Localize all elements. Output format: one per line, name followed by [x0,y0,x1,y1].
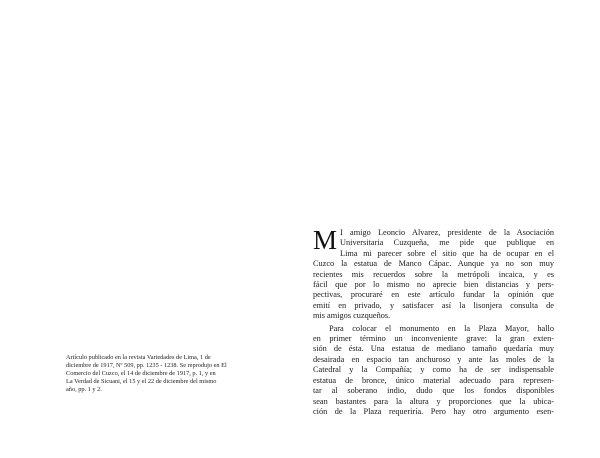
text-line: Para colocar el monumento en la Plaza Mayor, hallo [329,323,554,333]
footnote-line: año, pp. 1 y 2. [66,386,102,394]
text-line: Universitaria Cuzqueña, me pide que publique en [340,238,554,248]
text-line: sión de ésta. Una estatua de mediano tamaño quedaría muy [313,344,554,354]
footnote-line: Comercio del Cuzco, el 14 de diciembre de 1917, p. 1, y en [66,370,216,378]
footnote-line: La Verdad de Sicuani, el 15 y el 22 de diciembre del mismo [66,378,217,386]
text-line: emití en privado, y satisfacer así la lisonjera consulta de [313,300,554,310]
text-line: ción de la Plaza requeriría. Pero hay otro argumento esen- [313,406,554,416]
text-line: mis amigos cuzqueños. [313,311,391,321]
text-line: recientes mis recuerdos sobre la metrópoli incaica, y es [313,269,554,279]
text-line: desairada en espacio tan anchuroso y ante las moles de la [313,354,554,364]
footnote-line: diciembre de 1917, Nº 509, pp. 1235 - 1238. Se reprodujo en El [66,362,227,370]
article-body [313,225,554,417]
drop-cap: M [313,225,338,255]
text-line: en primer término un inconveniente grave: la gran exten- [313,334,554,344]
text-line: Catedral y la Compañía; y como ha de ser indispensable [313,365,554,375]
text-line: estatua de bronce, único material adecuado para represen- [313,375,554,385]
paragraph-1 [313,225,554,322]
footnote-line: Artículo publicado en la revista Variedades de Lima, 1 de [66,354,211,361]
footnote [66,354,271,394]
paragraph-2 [313,324,554,418]
text-line: I amigo Leoncio Alvarez, presidente de la Asociación [340,228,554,237]
text-line: Lima mi parecer sobre el sitio que ha de ocupar en el [340,248,554,258]
text-line: tar al soberano indio, dudo que los fondos disponibles [313,386,554,396]
text-line: sean bastantes para la altura y proporciones que la ubica- [313,396,554,406]
text-line: Cuzco la estatua de Manco Cápac. Aunque ya no son muy [313,259,554,269]
text-line: fácil que por lo mismo no aprecie bien distancias y pers- [313,280,554,290]
text-line: pectivas, procuraré en este artículo fundar la opinión que [313,290,554,300]
